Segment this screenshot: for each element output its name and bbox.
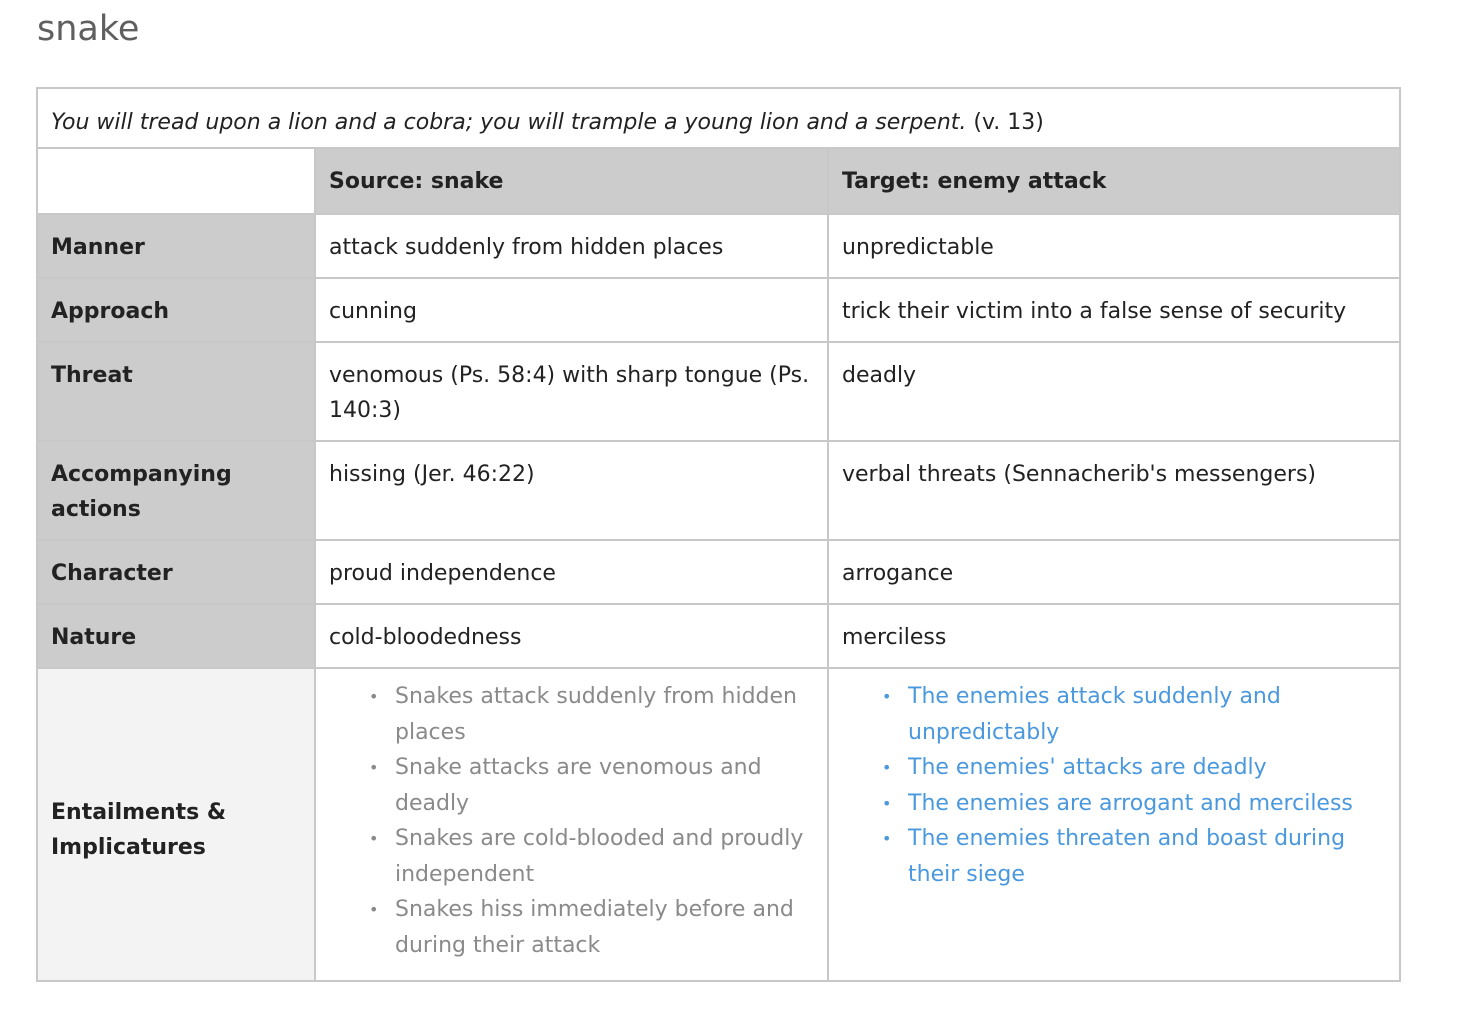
verse-quote: You will tread upon a lion and a cobra; you will trample a young lion and a serpent. [51, 110, 967, 135]
list-item-text: The enemies' attacks are deadly [908, 755, 1267, 780]
list-item [882, 679, 1386, 750]
header-target: Target: enemy attack [828, 148, 1400, 214]
header-blank-cell [37, 148, 315, 214]
list-item [882, 786, 1386, 822]
list-item-text: Snakes are cold-blooded and proudly independent [395, 826, 804, 887]
row-label: Nature [37, 604, 315, 668]
target-cell: merciless [828, 604, 1400, 668]
list-item-text: The enemies threaten and boast during their siege [908, 826, 1346, 887]
list-item [369, 750, 814, 821]
row-label: Approach [37, 278, 315, 342]
target-cell: trick their victim into a false sense of security [828, 278, 1400, 342]
caption-row [37, 88, 1400, 148]
table-row [37, 540, 1400, 604]
bullet-icon: • [882, 829, 892, 848]
list-item-text: The enemies attack suddenly and unpredictably [908, 684, 1281, 745]
list-item-text: Snakes hiss immediately before and during their attack [395, 897, 794, 958]
list-item [882, 750, 1386, 786]
page-title: snake [37, 9, 140, 49]
target-cell: unpredictable [828, 214, 1400, 278]
table-row [37, 604, 1400, 668]
source-cell: cold-bloodedness [315, 604, 828, 668]
target-cell: arrogance [828, 540, 1400, 604]
table-row [37, 214, 1400, 278]
list-item [369, 679, 814, 750]
list-item [882, 821, 1386, 892]
source-cell: cunning [315, 278, 828, 342]
verse-caption [37, 88, 1400, 148]
bullet-icon: • [369, 900, 379, 919]
source-cell: hissing (Jer. 46:22) [315, 441, 828, 540]
source-cell: proud independence [315, 540, 828, 604]
bullet-icon: • [882, 687, 892, 706]
metaphor-table [36, 87, 1401, 982]
source-cell: attack suddenly from hidden places [315, 214, 828, 278]
list-item [369, 892, 814, 963]
table-row [37, 342, 1400, 441]
header-row [37, 148, 1400, 214]
table-row [37, 278, 1400, 342]
target-cell: verbal threats (Sennacherib's messengers) [828, 441, 1400, 540]
bullet-icon: • [882, 793, 892, 813]
header-source: Source: snake [315, 148, 828, 214]
bullet-icon: • [369, 829, 379, 848]
list-item-text: Snake attacks are venomous and deadly [395, 755, 762, 816]
bullet-icon: • [369, 687, 379, 706]
verse-reference: (v. 13) [966, 110, 1044, 135]
source-entailments-cell [315, 668, 828, 981]
row-label: Accompanying actions [37, 441, 315, 540]
source-entailments-list [329, 679, 814, 963]
target-entailments-list [842, 679, 1386, 892]
row-label: Threat [37, 342, 315, 441]
target-cell: deadly [828, 342, 1400, 441]
bullet-icon: • [882, 758, 892, 777]
bullet-icon: • [369, 758, 379, 777]
row-label: Character [37, 540, 315, 604]
entailments-label: Entailments & Implicatures [37, 668, 315, 981]
list-item [369, 821, 814, 892]
table-row [37, 441, 1400, 540]
list-item-text: Snakes attack suddenly from hidden places [395, 684, 797, 745]
source-cell: venomous (Ps. 58:4) with sharp tongue (Ps. 140:3) [315, 342, 828, 441]
target-entailments-cell [828, 668, 1400, 981]
entailments-row [37, 668, 1400, 981]
row-label: Manner [37, 214, 315, 278]
list-item-text: The enemies are arrogant and merciless [908, 790, 1353, 816]
